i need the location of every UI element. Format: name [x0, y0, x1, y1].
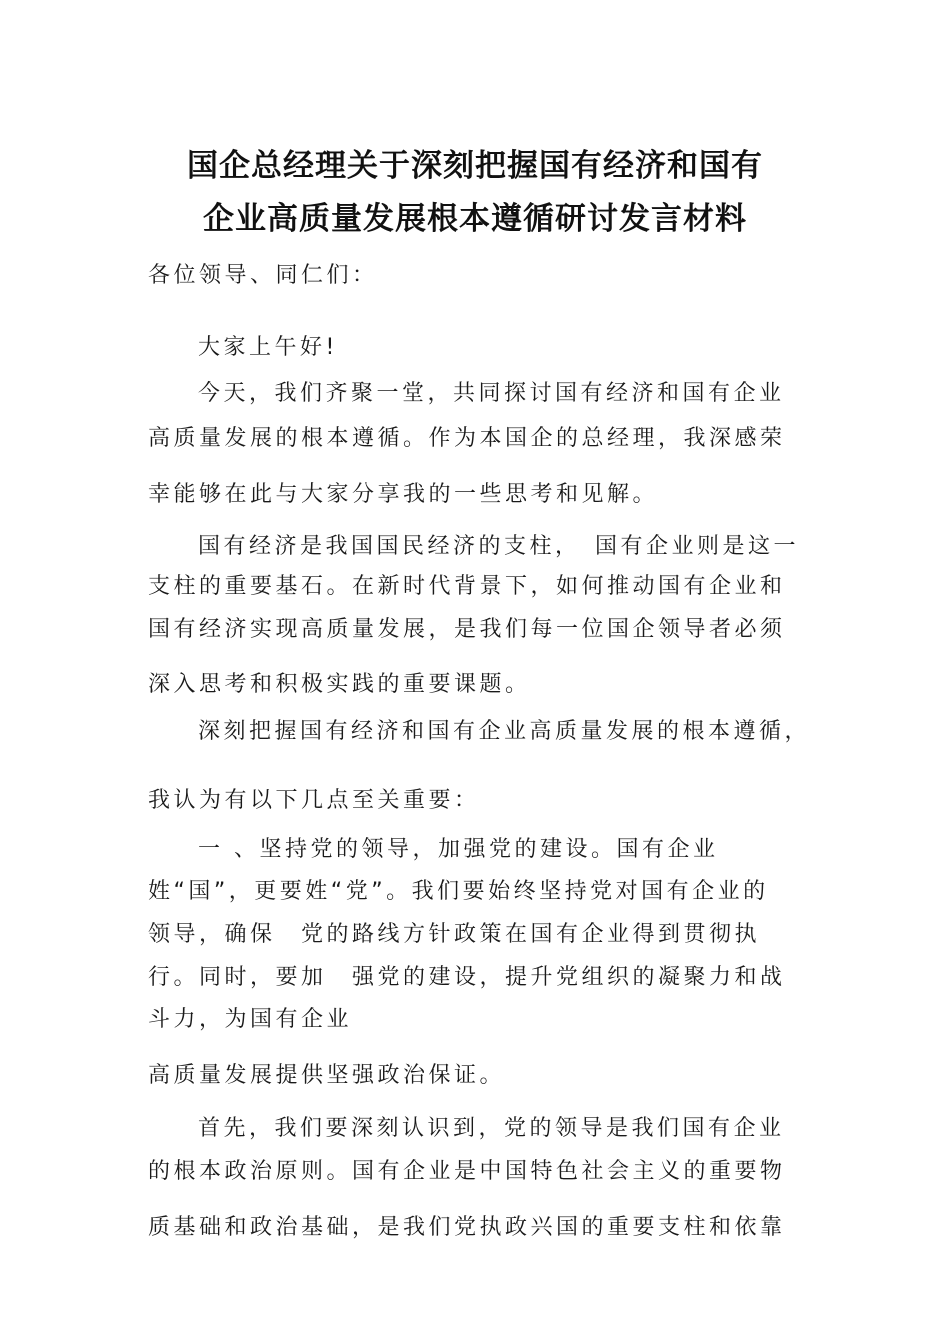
salutation: 各位领导、同仁们： — [148, 263, 378, 288]
paragraph-line: 首先，我们要深刻认识到，党的领导是我们国有企业 — [198, 1116, 785, 1141]
paragraph-line: 行。同时，要加 强党的建设，提升党组织的凝聚力和战 — [148, 965, 786, 990]
paragraph-line: 质基础和政治基础，是我们党执政兴国的重要支柱和依靠 — [148, 1215, 786, 1240]
paragraph-line: 深入思考和积极实践的重要课题。 — [148, 672, 531, 697]
paragraph-line: 高质量发展的根本遵循。作为本国企的总经理，我深感荣 — [148, 426, 786, 451]
paragraph-line: 国有经济是我国国民经济的支柱， 国有企业则是这一 — [198, 534, 800, 559]
title-line-1: 国企总经理关于深刻把握国有经济和国有 — [187, 148, 763, 184]
paragraph-line: 的根本政治原则。国有企业是中国特色社会主义的重要物 — [148, 1159, 786, 1184]
paragraph-line: 我认为有以下几点至关重要： — [148, 788, 480, 813]
paragraph-line: 高质量发展提供坚强政治保证。 — [148, 1063, 506, 1088]
paragraph-line: 支柱的重要基石。在新时代背景下，如何推动国有企业和 — [148, 574, 786, 599]
greeting: 大家上午好! — [198, 335, 338, 360]
title-line-2: 企业高质量发展根本遵循研讨发言材料 — [203, 201, 747, 237]
paragraph-line: 斗力，为国有企业 — [148, 1007, 353, 1032]
paragraph-line: 今天，我们齐聚一堂，共同探讨国有经济和国有企业 — [198, 381, 785, 406]
paragraph-line: 领导，确保 党的路线方针政策在国有企业得到贯彻执 — [148, 922, 761, 947]
paragraph-line: 姓“国”，更要姓“党”。我们要始终坚持党对国有企业的 — [148, 879, 769, 904]
section-heading: 一 、坚持党的领导，加强党的建设。国有企业 — [198, 837, 719, 862]
paragraph-line: 国有经济实现高质量发展，是我们每一位国企领导者必须 — [148, 617, 786, 642]
paragraph-line: 深刻把握国有经济和国有企业高质量发展的根本遵循， — [198, 719, 811, 744]
paragraph-line: 幸能够在此与大家分享我的一些思考和见解。 — [148, 482, 659, 507]
